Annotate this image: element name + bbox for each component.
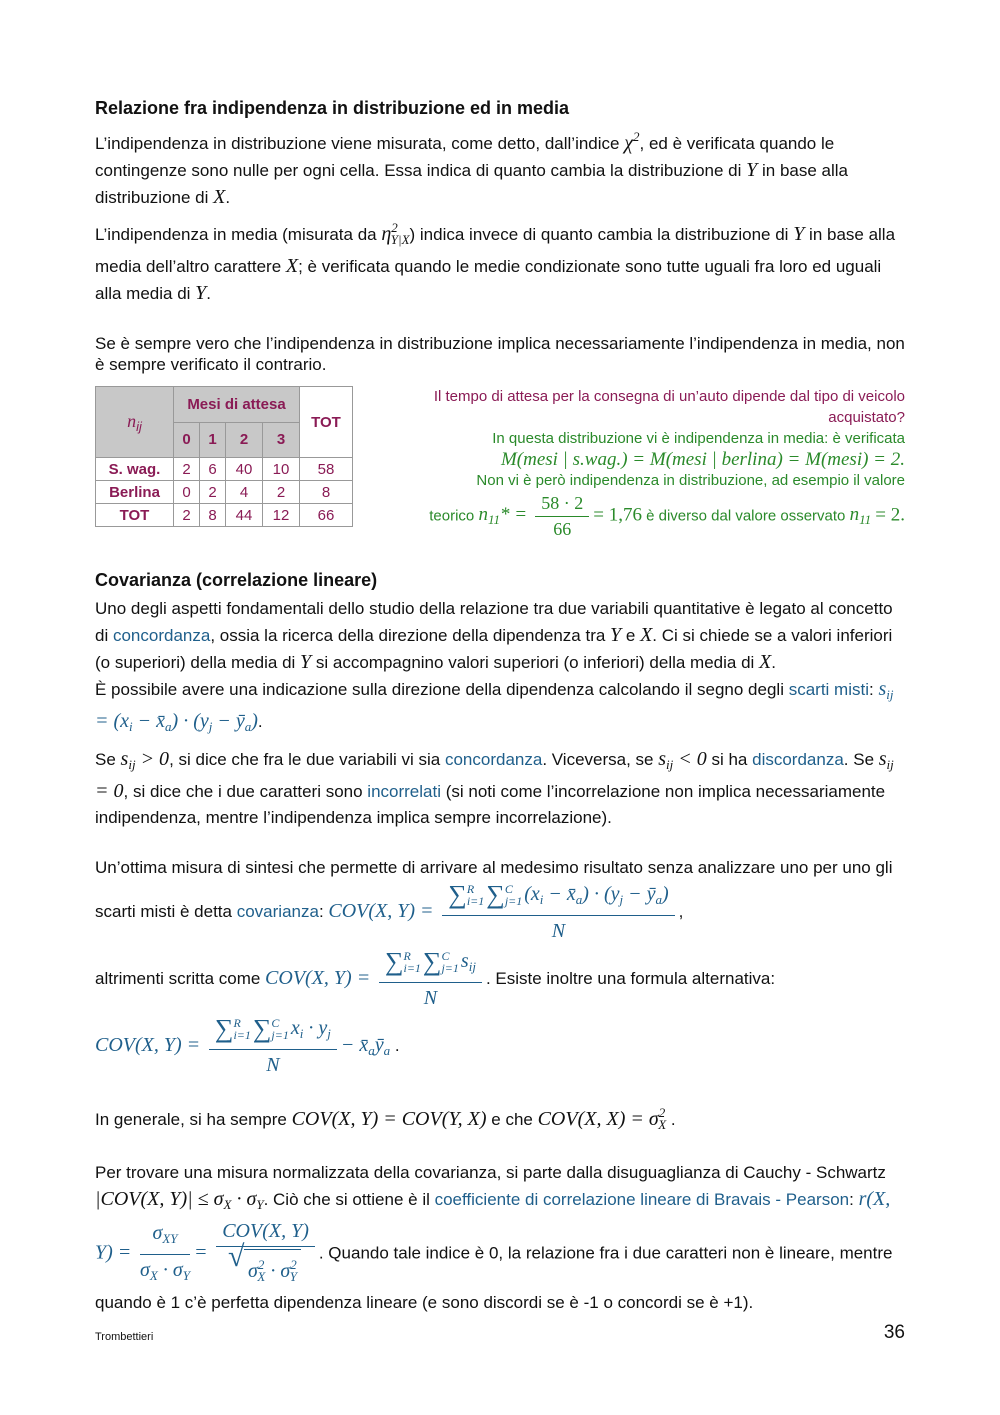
paragraph-chi-square: L’indipendenza in distribuzione viene misurata, come detto, dall’indice $\chi^2$, ed è verificata quando le contingenze sono nulle per ogni cella. Essa indica di quanto cambia la distribuzione di Y in base alla distribuzione di X. <box>95 129 848 208</box>
side-note <box>372 386 905 540</box>
paragraph-pearson: Per trovare una misura normalizzata della covarianza, si parte dalla disuguaglianza di Cauchy - Schwartz |COV(X, $Y)| \le \sigma_X \cdot \sigma_Y$. Ciò che si ottiene è il coefficiente di correlazione lineare di Bravais - Pearson: r(X, Y) = $\frac{\sigma_{XY}}{\sigma_X \cdot \sigma_Y}$ = COV(X, Y) √ $\sigma^2_X \cdot \sigma^2_Y$ . Quando tale indice è 0, la relazione fra i due caratteri non è lineare, mentre quando è 1 c’è perfetta dipendenza lineare (e sono discordi se è -1 o concordi se è +1). <box>95 1160 910 1316</box>
side-theoretical: teorico $n_{11}*$ = $\frac{58 \cdot 2}{66}$ = 1,76 è diverso dal valore osservato $n_{11} = 2$. <box>429 493 905 539</box>
table-row: TOT 2 8 44 12 66 <box>96 504 353 527</box>
side-formula: M(mesi | s.wag.) = M(mesi | berlina) = M(mesi) = 2. <box>500 449 905 470</box>
document-body <box>95 96 910 375</box>
side-line1: In questa distribuzione vi è indipendenza in media: è verificata <box>492 430 905 447</box>
covariance-section <box>95 568 910 1316</box>
paragraph-implication: Se è sempre vero che l’indipendenza in distribuzione implica necessariamente l’indipendenza in media, non è sempre verificato il contrario. <box>95 334 905 374</box>
table-group-header: Mesi di attesa <box>174 387 300 423</box>
table-col-1: 1 <box>200 422 226 458</box>
page-number: 36 <box>883 1322 905 1343</box>
table-row: Berlina 0 2 4 2 8 <box>96 481 353 504</box>
side-question: Il tempo di attesa per la consegna di un’auto dipende dal tipo di veicolo acquistato? <box>433 388 905 426</box>
paragraph-covariance-properties: In generale, si ha sempre COV(X, Y) = COV(Y, X) e che COV(X, $X) = \sigma^2_X$ . <box>95 1105 676 1132</box>
side-line2: Non vi è però indipendenza in distribuzione, ad esempio il valore <box>476 472 905 489</box>
table-total-header: TOT <box>300 387 353 458</box>
table-col-0: 0 <box>174 422 200 458</box>
table-col-3: 3 <box>263 422 300 458</box>
paragraph-sign: Se $s_{ij} > 0$, si dice che fra le due variabili vi sia concordanza. Viceversa, se $s_{ij} < 0$ si ha discordanza. Se $s_{ij} = 0$, si dice che i due caratteri sono incorrelati (si noti come l’incorrelazione non implica necessariamente indipendenza, mentre l’indipendenza implica sempre incorrelazione). <box>95 748 894 827</box>
paragraph-covariance-def: Un’ottima misura di sintesi che permette di arrivare al medesimo risultato senza analizzare uno per uno gli scarti misti è detta covarianza: COV(X, Y) = ∑R i=1∑C j=1 ($x_i$ − $x̄_a) \cdot (y_j$ − $ȳ_a$) N , <box>95 858 893 942</box>
table-row: S. wag. 2 6 40 10 58 <box>96 458 353 481</box>
footer-author: Trombettieri <box>95 1331 154 1343</box>
contingency-table <box>95 386 353 527</box>
table-corner: nij <box>96 387 174 458</box>
paragraph-concordance: Uno degli aspetti fondamentali dello studio della relazione tra due variabili quantitative è legato al concetto di concordanza, ossia la ricerca della direzione della dipendenza tra Y e X. Ci si chiede se a valori inferiori (o superiori) della media di Y si accompagnino valori superiori (o inferiori) della media di X. <box>95 599 893 673</box>
paragraph-eta: L’indipendenza in media (misurata da $\eta^2_{Y|X}$) indica invece di quanto cambia la distribuzione di Y in base alla media dell’altro carattere X; è verificata quando le medie condizionate sono tutte uguali fra loro ed uguali alla media di Y. <box>95 220 896 304</box>
paragraph-covariance-alt: altrimenti scritta come COV(X, Y) = ∑R i=1∑C j=1 $s_{ij}$ N . Esiste inoltre una formula alternativa: <box>95 947 776 1009</box>
paragraph-mixed-deviations: È possibile avere una indicazione sulla direzione della dipendenza calcolando il segno degli scarti misti: $s_{ij} = (x_i$ − $x̄_a) \cdot (y_j$ − $ȳ_a$). <box>95 678 894 734</box>
table-col-2: 2 <box>226 422 263 458</box>
formula-covariance-alternative: COV(X, Y) = ∑R i=1∑C j=1 $x_i \cdot y_j$ N − $x̄_aȳ_a$ . <box>95 1014 400 1076</box>
section-title-independence: Relazione fra indipendenza in distribuzione ed in media <box>95 98 570 118</box>
section-title-covariance: Covarianza (correlazione lineare) <box>95 570 378 590</box>
